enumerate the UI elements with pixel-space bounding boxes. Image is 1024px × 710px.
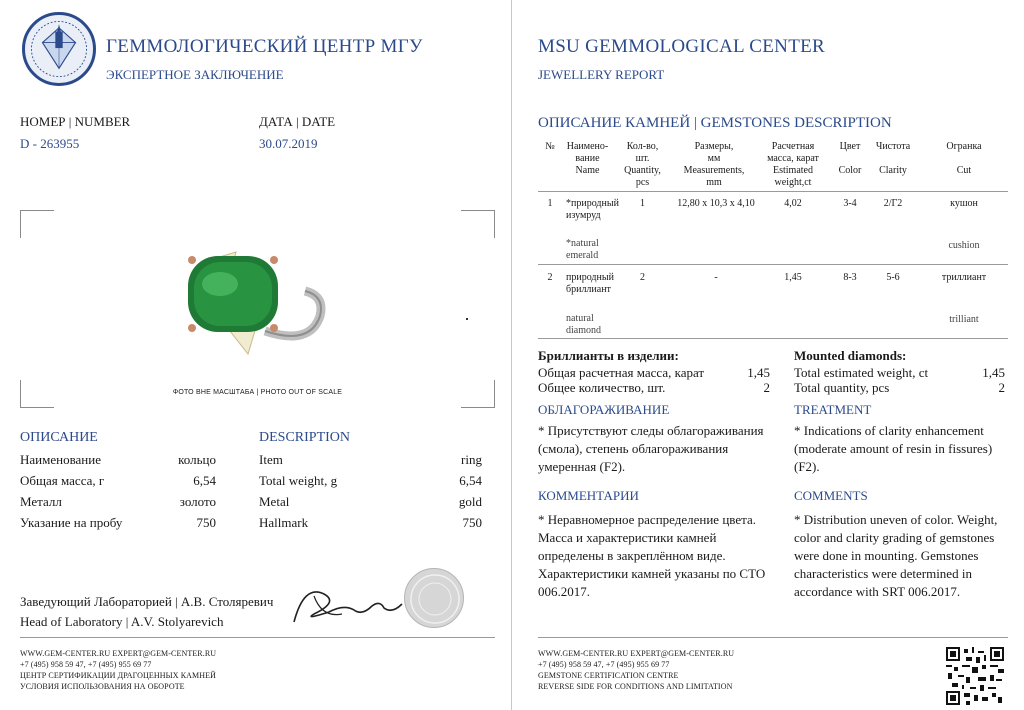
ring-photo <box>170 236 330 376</box>
mounted-qty-en: 2 <box>998 380 1005 395</box>
desc-en-label: Total weight, g <box>259 473 338 488</box>
mounted-weight-ru-label: Общая расчетная масса, карат <box>538 365 705 380</box>
report-type-en: JEWELLERY REPORT <box>538 67 665 82</box>
mounted-weight-ru: 1,45 <box>747 365 770 380</box>
gem-cut-en: trilliant <box>949 314 979 325</box>
mounted-title-ru: Бриллианты в изделии: <box>538 348 679 363</box>
comments-text-en: * Distribution uneven of color. Weight, color and clarity grading of gemstones were done in mounting. Gemstones characteristics were determined in accordance with SRT 006.2017. <box>794 512 998 599</box>
desc-en-value: gold <box>458 494 482 509</box>
gem-clarity: 5-6 <box>886 272 900 283</box>
head-en-title: Head of Laboratory <box>20 614 123 629</box>
page-divider <box>511 0 512 710</box>
footer-line: WWW.GEM-CENTER.RU EXPERT@GEM-CENTER.RU <box>20 649 217 658</box>
gem-color: 8-3 <box>843 272 857 283</box>
head-ru <box>20 594 273 610</box>
footer-line: +7 (495) 958 59 47, +7 (495) 955 69 77 <box>538 660 670 669</box>
col-no: № <box>545 141 555 152</box>
gem-clarity: 2/Г2 <box>883 198 903 209</box>
col-clarity: Чистота Clarity <box>875 141 911 176</box>
gem-color: 3-4 <box>843 198 857 209</box>
frame-corner-tr <box>461 210 495 238</box>
desc-en-value: ring <box>461 452 482 467</box>
frame-corner-tl <box>20 210 54 238</box>
gem-row-line <box>538 264 1008 265</box>
gem-table-bottom-line <box>538 338 1008 339</box>
desc-ru-label: Общая масса, г <box>20 473 105 488</box>
footer-line: REVERSE SIDE FOR CONDITIONS AND LIMITATION <box>538 682 733 691</box>
treatment-text-en: * Indications of clarity enhancement (moderate amount of resin in fissures) (F2). <box>794 423 993 474</box>
gem-name: *природный изумруд <box>566 198 619 221</box>
report-type-ru: ЭКСПЕРТНОЕ ЗАКЛЮЧЕНИЕ <box>106 67 284 82</box>
seal-stamp-icon <box>404 568 464 628</box>
gem-qty: 1 <box>640 198 645 209</box>
qr-code-icon <box>946 647 1004 705</box>
comments-title-ru: КОММЕНТАРИИ <box>538 488 639 503</box>
number-label: НОМЕР | NUMBER <box>20 114 131 129</box>
lab-title-ru: ГЕММОЛОГИЧЕСКИЙ ЦЕНТР МГУ <box>106 36 423 57</box>
desc-ru-label: Наименование <box>20 452 101 467</box>
col-color: Цвет Color <box>838 141 862 176</box>
left-footer <box>20 648 216 692</box>
col-weight: Расчетная масса, карат Estimated weight,ct <box>767 141 819 188</box>
footer-line: ЦЕНТР СЕРТИФИКАЦИИ ДРАГОЦЕННЫХ КАМНЕЙ <box>20 671 216 680</box>
desc-en-value: 750 <box>462 515 482 530</box>
desc-en-value: 6,54 <box>459 473 482 488</box>
desc-ru-value: 6,54 <box>193 473 216 488</box>
footer-line: GEMSTONE CERTIFICATION CENTRE <box>538 671 679 680</box>
desc-ru-value: кольцо <box>178 452 216 467</box>
footer-line: +7 (495) 958 59 47, +7 (495) 955 69 77 <box>20 660 152 669</box>
head-ru-title: Заведующий Лабораторией <box>20 594 172 609</box>
desc-ru-label: Металл <box>20 494 62 509</box>
gem-cut: кушон <box>950 198 978 209</box>
gem-no: 2 <box>547 272 553 283</box>
number-value: D - 263955 <box>20 136 80 151</box>
desc-en-label: Item <box>259 452 283 467</box>
right-footer <box>538 648 734 692</box>
desc-title-en: DESCRIPTION <box>259 430 351 445</box>
mounted-weight-en: 1,45 <box>982 365 1005 380</box>
desc-ru-label: Указание на пробу <box>20 515 123 530</box>
photo-caption: ФОТО ВНЕ МАСШТАБА | PHOTO OUT OF SCALE <box>172 389 343 396</box>
col-qty: Кол-во, шт. Quantity, pcs <box>624 141 661 188</box>
gem-qty: 2 <box>640 272 645 283</box>
footer-line: WWW.GEM-CENTER.RU EXPERT@GEM-CENTER.RU <box>538 649 735 658</box>
gem-header-line <box>538 191 1008 192</box>
left-footer-line <box>20 637 495 638</box>
gem-cut-en: cushion <box>948 240 980 251</box>
gem-table-title: ОПИСАНИЕ КАМНЕЙ | GEMSTONES DESCRIPTION <box>538 115 892 131</box>
gem-name-en: *natural emerald <box>566 238 599 261</box>
gem-no: 1 <box>547 198 553 209</box>
date-label: ДАТА | DATE <box>259 114 336 129</box>
head-en-name: | A.V. Stolyarevich <box>125 614 224 629</box>
gem-cut: триллиант <box>941 272 987 283</box>
gem-name-en: natural diamond <box>566 313 601 336</box>
mounted-qty-ru-label: Общее количество, шт. <box>538 380 666 395</box>
right-footer-line <box>538 637 1008 638</box>
col-cut: Огранка Cut <box>946 141 982 176</box>
comments-title-en: COMMENTS <box>794 488 868 503</box>
treatment-title-ru: ОБЛАГОРАЖИВАНИЕ <box>538 402 670 417</box>
footer-line: УСЛОВИЯ ИСПОЛЬЗОВАНИЯ НА ОБОРОТЕ <box>20 682 185 691</box>
mounted-qty-ru: 2 <box>763 380 770 395</box>
col-name: Наимено- вание Name <box>566 141 609 176</box>
gem-weight: 1,45 <box>784 272 802 283</box>
desc-ru-value: золото <box>179 494 216 509</box>
gem-name: природный бриллиант <box>566 272 614 295</box>
treatment-title-en: TREATMENT <box>794 402 872 417</box>
desc-ru-value: 750 <box>196 515 216 530</box>
desc-en-label: Hallmark <box>259 515 309 530</box>
mounted-qty-en-label: Total quantity, pcs <box>794 380 890 395</box>
speck <box>466 318 468 320</box>
head-en <box>20 614 223 630</box>
gem-size: 12,80 x 10,3 x 4,10 <box>677 198 755 209</box>
treatment-text-ru: * Присутствуют следы облагораживания (смола), степень облагораживания умеренная (F2). <box>538 423 764 474</box>
signature-icon <box>284 574 414 634</box>
gem-weight: 4,02 <box>784 198 802 209</box>
mounted-title-en: Mounted diamonds: <box>794 348 907 363</box>
head-ru-name: | А.В. Столяревич <box>175 594 274 609</box>
lab-title-en: MSU GEMMOLOGICAL CENTER <box>538 36 825 57</box>
comments-text-ru: * Неравномерное распределение цвета. Масса и характеристики камней определены в закреплённом виде. Характеристики камней указаны по СТО 006.2017. <box>538 512 766 599</box>
col-size: Размеры, мм Measurements, mm <box>683 141 745 188</box>
msu-logo-icon <box>22 12 96 86</box>
desc-title-ru: ОПИСАНИЕ <box>20 430 98 445</box>
gem-size: - <box>714 272 718 283</box>
mounted-weight-en-label: Total estimated weight, ct <box>794 365 929 380</box>
date-value: 30.07.2019 <box>259 136 318 151</box>
desc-en-label: Metal <box>259 494 290 509</box>
